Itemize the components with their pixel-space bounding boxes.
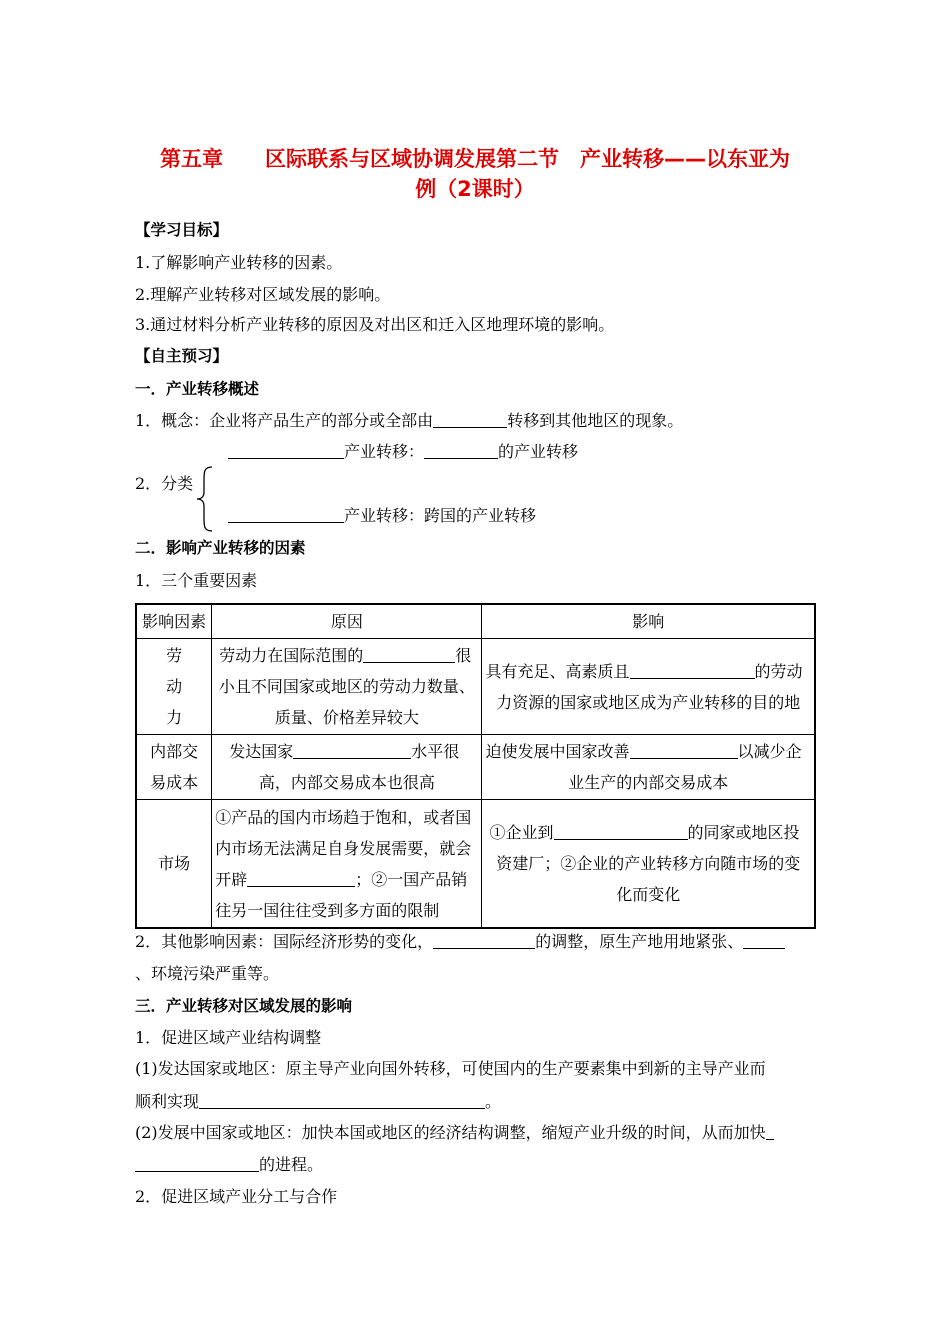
class-row1-text-b: 的产业转移 bbox=[498, 442, 579, 461]
answer-blank[interactable] bbox=[424, 442, 498, 459]
objective-item-2: 2.理解产业转移对区域发展的影响。 bbox=[135, 285, 391, 304]
concept-line bbox=[135, 409, 683, 433]
reason-text: 开辟 bbox=[215, 869, 248, 889]
factor-market: 市场 bbox=[136, 800, 212, 929]
reason-labor-line-2: 小且不同国家或地区的劳动力数量、 bbox=[218, 677, 475, 696]
reason-text: ；②一国产品销 bbox=[355, 869, 468, 889]
reason-labor-line-1 bbox=[215, 640, 478, 671]
class-row1-text-a: 产业转移： bbox=[344, 442, 425, 461]
reason-text: 水平很 bbox=[411, 742, 460, 761]
table-header-row bbox=[136, 604, 815, 639]
left-brace-icon bbox=[196, 466, 216, 532]
p1-text: 。 bbox=[485, 1092, 502, 1111]
effect-market bbox=[482, 800, 815, 929]
reason-market-line-4: 往另一国往往受到多方面的限制 bbox=[215, 900, 440, 920]
section1-heading: 一．产业转移概述 bbox=[135, 380, 260, 398]
answer-blank[interactable] bbox=[228, 442, 344, 459]
effect-text: 具有充足、高素质且 bbox=[485, 661, 630, 681]
reason-market-line-1: ①产品的国内市场趋于饱和，或者国 bbox=[215, 807, 472, 827]
reason-transaction-cost bbox=[212, 735, 482, 800]
effect-text: ①企业到 bbox=[489, 823, 554, 842]
reason-text: 发达国家 bbox=[229, 742, 294, 761]
section3-p1-line-1: (1)发达国家或地区：原主导产业向国外转移，可使国内的生产要素集中到新的主导产业而 bbox=[135, 1059, 766, 1078]
section2-sub1: 1．三个重要因素 bbox=[135, 571, 258, 590]
section3-p2-line-2 bbox=[135, 1153, 323, 1177]
p1-text: 顺利实现 bbox=[135, 1092, 200, 1111]
answer-blank[interactable] bbox=[433, 932, 535, 949]
effect-text: 的同家或地区投 bbox=[687, 823, 800, 842]
factor-labor-char: 劳 bbox=[166, 646, 183, 665]
effect-transaction-cost bbox=[482, 735, 815, 800]
classification-row-2 bbox=[228, 504, 536, 528]
effect-labor-line-2: 力资源的国家或地区成为产业转移的目的地 bbox=[496, 692, 801, 712]
reason-text: 很 bbox=[455, 646, 472, 665]
factor-transaction-cost bbox=[136, 735, 212, 800]
section3-sub1: 1．促进区域产业结构调整 bbox=[135, 1028, 322, 1047]
reason-market-line-3 bbox=[215, 864, 478, 895]
concept-text-b: 转移到其他地区的现象。 bbox=[507, 411, 684, 430]
p2-text: (2)发展中国家或地区：加快本国或地区的经济结构调整，缩短产业升级的时间，从而加快 bbox=[135, 1123, 766, 1142]
effect-text: 迫使发展中国家改善 bbox=[485, 742, 630, 761]
factors-table bbox=[135, 603, 816, 929]
class-row2-text: 产业转移：跨国的产业转移 bbox=[344, 506, 537, 525]
answer-blank[interactable] bbox=[743, 932, 785, 949]
sub2-text-a: 2．其他影响因素：国际经济形势的变化， bbox=[135, 932, 434, 951]
reason-cost-line-2: 高，内部交易成本也很高 bbox=[258, 773, 435, 792]
answer-blank[interactable] bbox=[199, 1092, 485, 1109]
header-factor: 影响因素 bbox=[136, 604, 212, 639]
reason-cost-line-1 bbox=[215, 736, 478, 767]
factor-labor bbox=[136, 639, 212, 735]
header-reason: 原因 bbox=[212, 604, 482, 639]
effect-text: 的劳动 bbox=[754, 661, 803, 681]
answer-blank[interactable] bbox=[135, 1155, 259, 1172]
section3-sub2: 2．促进区域产业分工与合作 bbox=[135, 1187, 338, 1206]
answer-blank[interactable] bbox=[433, 411, 507, 428]
concept-text-a: 1．概念：企业将产品生产的部分或全部由 bbox=[135, 411, 434, 430]
table-row bbox=[136, 800, 815, 929]
answer-blank[interactable] bbox=[766, 1123, 774, 1140]
header-effect: 影响 bbox=[482, 604, 815, 639]
reason-labor-line-3: 质量、价格差异较大 bbox=[274, 708, 419, 727]
table-row bbox=[136, 639, 815, 735]
answer-blank[interactable] bbox=[630, 662, 755, 679]
p2-text: 的进程。 bbox=[259, 1155, 324, 1174]
effect-labor bbox=[482, 639, 815, 735]
answer-blank[interactable] bbox=[293, 742, 411, 759]
classification-label: 2．分类 bbox=[135, 474, 194, 493]
effect-cost-line-2: 业生产的内部交易成本 bbox=[568, 773, 729, 792]
answer-blank[interactable] bbox=[363, 646, 455, 663]
title-line-2: 例（2课时） bbox=[415, 177, 535, 201]
reason-labor bbox=[212, 639, 482, 735]
title-line-1: 第五章 区际联系与区域协调发展第二节 产业转移——以东亚为 bbox=[160, 147, 790, 171]
answer-blank[interactable] bbox=[554, 823, 688, 840]
effect-market-line-2: 资建厂；②企业的产业转移方向随市场的变 bbox=[496, 854, 801, 873]
reason-market-line-2: 内市场无法满足自身发展需要，就会 bbox=[215, 838, 472, 858]
effect-market-line-3: 化而变化 bbox=[616, 885, 681, 904]
classification-row-1 bbox=[228, 440, 578, 464]
effect-text: 以减少企 bbox=[737, 742, 802, 761]
objectives-heading: 【学习目标】 bbox=[135, 221, 229, 239]
reason-text: 劳动力在国际范围的 bbox=[219, 646, 364, 665]
answer-blank[interactable] bbox=[228, 506, 344, 523]
preview-heading: 【自主预习】 bbox=[135, 347, 229, 365]
section2-sub2 bbox=[135, 930, 785, 954]
factor-cost-line: 易成本 bbox=[150, 773, 199, 792]
factor-labor-char: 动 bbox=[166, 677, 183, 696]
section3-p2-line-1 bbox=[135, 1121, 774, 1145]
effect-cost-line-1 bbox=[485, 736, 811, 767]
sub2-text-b: 的调整，原生产地用地紧张、 bbox=[535, 932, 744, 951]
factor-labor-char: 力 bbox=[166, 708, 183, 727]
answer-blank[interactable] bbox=[630, 742, 738, 759]
reason-market bbox=[212, 800, 482, 929]
objective-item-3: 3.通过材料分析产业转移的原因及对出区和迁入区地理环境的影响。 bbox=[135, 315, 615, 334]
effect-market-line-1 bbox=[485, 817, 811, 848]
answer-blank[interactable] bbox=[247, 870, 355, 887]
section2-heading: 二．影响产业转移的因素 bbox=[135, 539, 306, 557]
effect-labor-line-1 bbox=[485, 656, 811, 687]
objective-item-1: 1.了解影响产业转移的因素。 bbox=[135, 253, 343, 272]
table-row bbox=[136, 735, 815, 800]
factor-cost-line: 内部交 bbox=[150, 742, 199, 761]
section3-p1-line-2 bbox=[135, 1090, 501, 1114]
page-title bbox=[135, 144, 815, 204]
section3-heading: 三．产业转移对区域发展的影响 bbox=[135, 997, 353, 1015]
section2-sub2-cont: 、环境污染严重等。 bbox=[135, 964, 280, 983]
